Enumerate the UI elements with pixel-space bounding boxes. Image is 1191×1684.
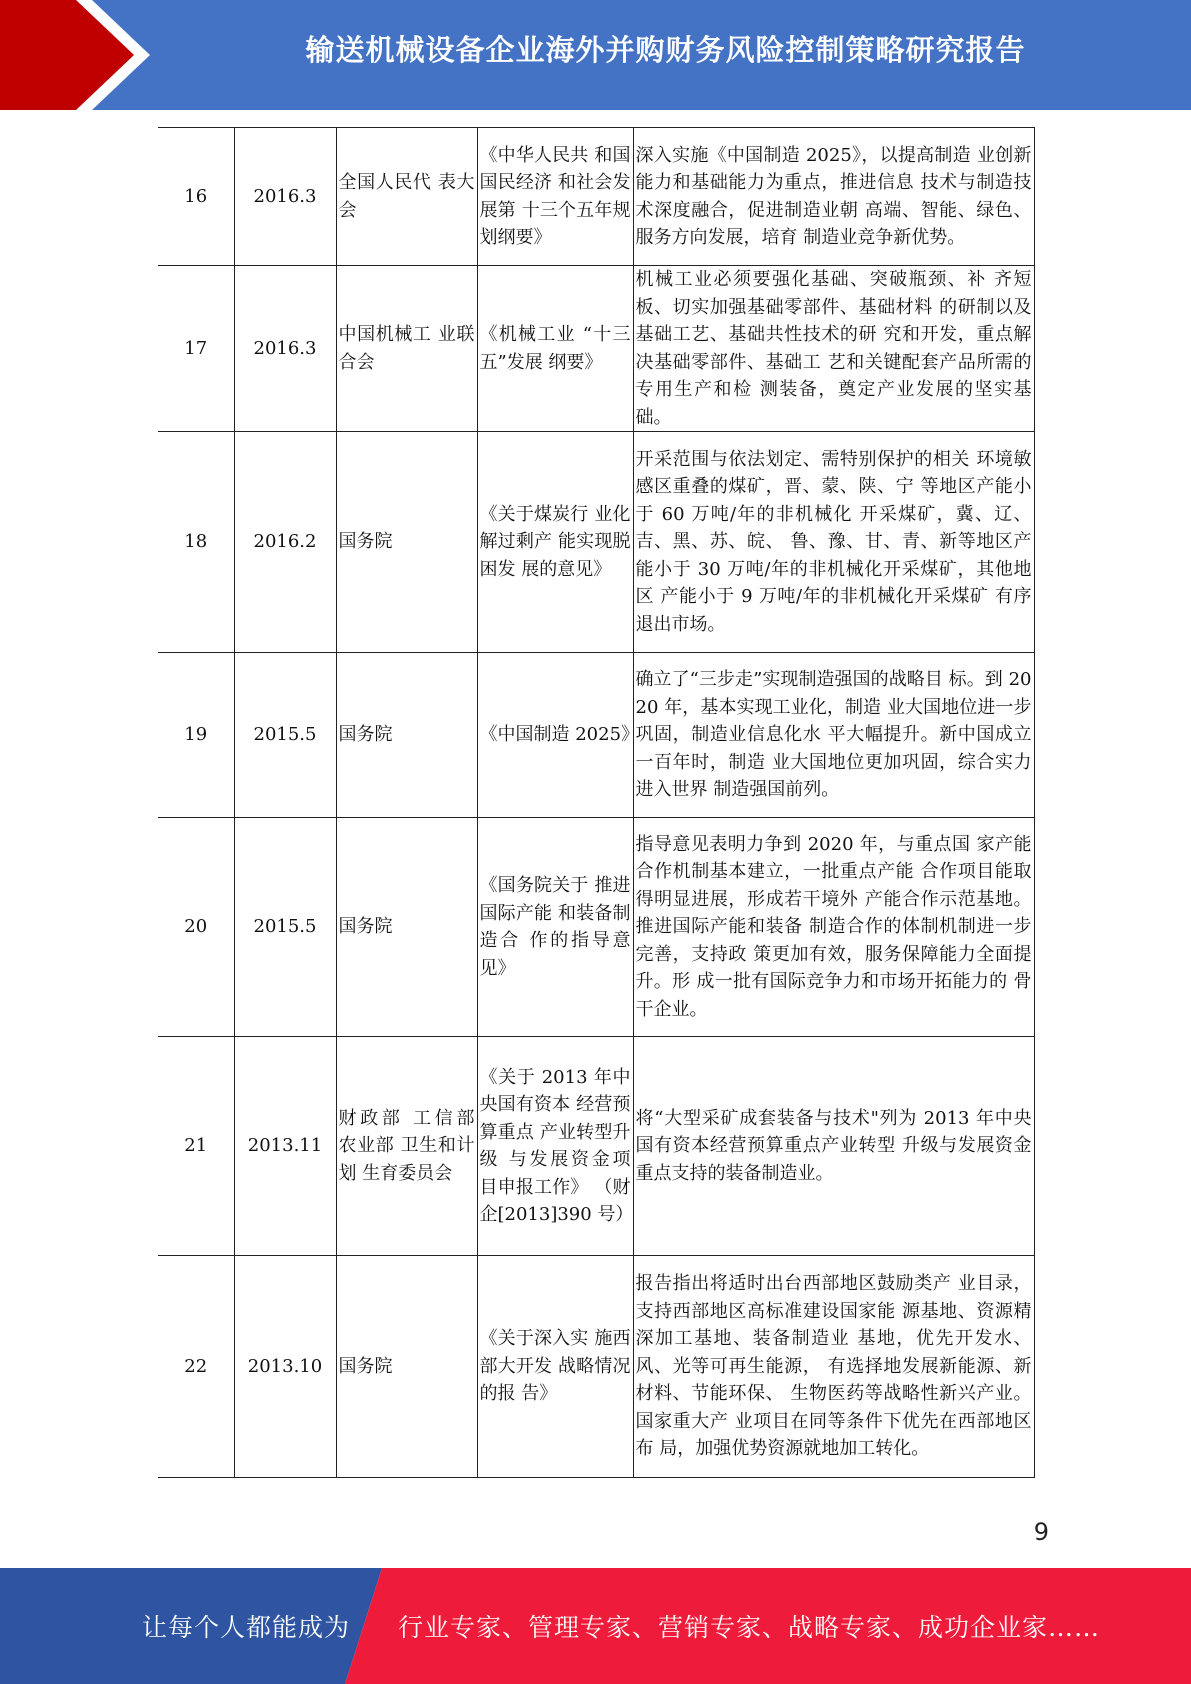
row-document: 《中华人民共 和国国民经济 和社会发展第 十三个五年规 划纲要》 bbox=[477, 128, 633, 266]
row-issuer: 国务院 bbox=[336, 818, 477, 1037]
row-number: 19 bbox=[158, 653, 234, 818]
page-number: 9 bbox=[1033, 1518, 1049, 1546]
row-number: 18 bbox=[158, 432, 234, 653]
row-issuer: 国务院 bbox=[336, 432, 477, 653]
row-number: 20 bbox=[158, 818, 234, 1037]
table-row bbox=[158, 1256, 1034, 1478]
row-document: 《关于 2013 年中央国有资本 经营预算重点 产业转型升级 与发展资金项 目申报工作》 （财企[2013]390 号） bbox=[477, 1037, 633, 1256]
row-issuer: 中国机械工 业联合会 bbox=[336, 266, 477, 432]
row-content: 开采范围与依法划定、需特别保护的相关 环境敏感区重叠的煤矿，晋、蒙、陕、宁 等地区产能小于 60 万吨/年的非机械化 开采煤矿，冀、辽、吉、黑、苏、皖、 鲁、豫、甘、青、新等地区产能小于 30 万吨/年的非机械化开采煤矿，其他地区 产能小于 9 万吨/年的非机械化开采煤矿 有序退出市场。 bbox=[633, 432, 1034, 653]
row-issuer: 国务院 bbox=[336, 653, 477, 818]
table-row bbox=[158, 1037, 1034, 1256]
page-footer bbox=[0, 1568, 1191, 1684]
policy-table bbox=[158, 127, 1035, 1478]
row-date: 2015.5 bbox=[234, 653, 336, 818]
row-content: 指导意见表明力争到 2020 年，与重点国 家产能合作机制基本建立，一批重点产能 合作项目能取得明显进展，形成若干境外 产能合作示范基地。推进国际产能和装备 制造合作的体制机制进一步完善，支持政 策更加有效，服务保障能力全面提升。形 成一批有国际竞争力和市场开拓能力的 骨干企业。 bbox=[633, 818, 1034, 1037]
row-content: 深入实施《中国制造 2025》，以提高制造 业创新能力和基础能力为重点，推进信息 技术与制造技术深度融合，促进制造业朝 高端、智能、绿色、服务方向发展，培育 制造业竞争新优势。 bbox=[633, 128, 1034, 266]
table-row bbox=[158, 818, 1034, 1037]
report-title: 输送机械设备企业海外并购财务风险控制策略研究报告 bbox=[305, 33, 1026, 67]
row-document: 《中国制造 2025》 bbox=[477, 653, 633, 818]
row-document: 《关于深入实 施西部大开发 战略情况的报 告》 bbox=[477, 1256, 633, 1478]
policy-table-body bbox=[158, 128, 1034, 1478]
row-issuer: 全国人民代 表大会 bbox=[336, 128, 477, 266]
row-issuer: 国务院 bbox=[336, 1256, 477, 1478]
row-date: 2015.5 bbox=[234, 818, 336, 1037]
row-date: 2013.10 bbox=[234, 1256, 336, 1478]
row-document: 《机械工业 “十三五”发展 纲要》 bbox=[477, 266, 633, 432]
table-row bbox=[158, 432, 1034, 653]
table-row bbox=[158, 266, 1034, 432]
row-content: 确立了“三步走”实现制造强国的战略目 标。到 2020 年，基本实现工业化，制造 业大国地位进一步巩固，制造业信息化水 平大幅提升。新中国成立一百年时，制造 业大国地位更加巩固，综合实力进入世界 制造强国前列。 bbox=[633, 653, 1034, 818]
table-row bbox=[158, 653, 1034, 818]
row-issuer: 财政部 工信部 农业部 卫生和计划 生育委员会 bbox=[336, 1037, 477, 1256]
table-row bbox=[158, 128, 1034, 266]
row-date: 2016.2 bbox=[234, 432, 336, 653]
row-date: 2016.3 bbox=[234, 128, 336, 266]
row-number: 17 bbox=[158, 266, 234, 432]
row-number: 21 bbox=[158, 1037, 234, 1256]
red-chevron-decoration bbox=[0, 0, 150, 110]
row-content: 报告指出将适时出台西部地区鼓励类产 业目录，支持西部地区高标准建设国家能 源基地、资源精深加工基地、装备制造业 基地，优先开发水、风、光等可再生能源， 有选择地发展新能源、新材料、节能环保、 生物医药等战略性新兴产业。国家重大产 业项目在同等条件下优先在西部地区布 局，加强优势资源就地加工转化。 bbox=[633, 1256, 1034, 1478]
page-header bbox=[0, 0, 1191, 110]
row-number: 16 bbox=[158, 128, 234, 266]
row-number: 22 bbox=[158, 1256, 234, 1478]
row-date: 2016.3 bbox=[234, 266, 336, 432]
row-date: 2013.11 bbox=[234, 1037, 336, 1256]
row-document: 《关于煤炭行 业化解过剩产 能实现脱困发 展的意见》 bbox=[477, 432, 633, 653]
row-content: 机械工业必须要强化基础、突破瓶颈、补 齐短板、切实加强基础零部件、基础材料 的研制以及基础工艺、基础共性技术的研 究和开发，重点解决基础零部件、基础工 艺和关键配套产品所需的专用生产和检 测装备，奠定产业发展的坚实基础。 bbox=[633, 266, 1034, 432]
row-document: 《国务院关于 推进国际产能 和装备制造合 作的指导意 见》 bbox=[477, 818, 633, 1037]
footer-slogan-left: 让每个人都能成为 bbox=[142, 1613, 351, 1642]
row-content: 将“大型采矿成套装备与技术"列为 2013 年中央国有资本经营预算重点产业转型 升级与发展资金重点支持的装备制造业。 bbox=[633, 1037, 1034, 1256]
footer-slogan-right: 行业专家、管理专家、营销专家、战略专家、成功企业家…… bbox=[398, 1613, 1101, 1642]
